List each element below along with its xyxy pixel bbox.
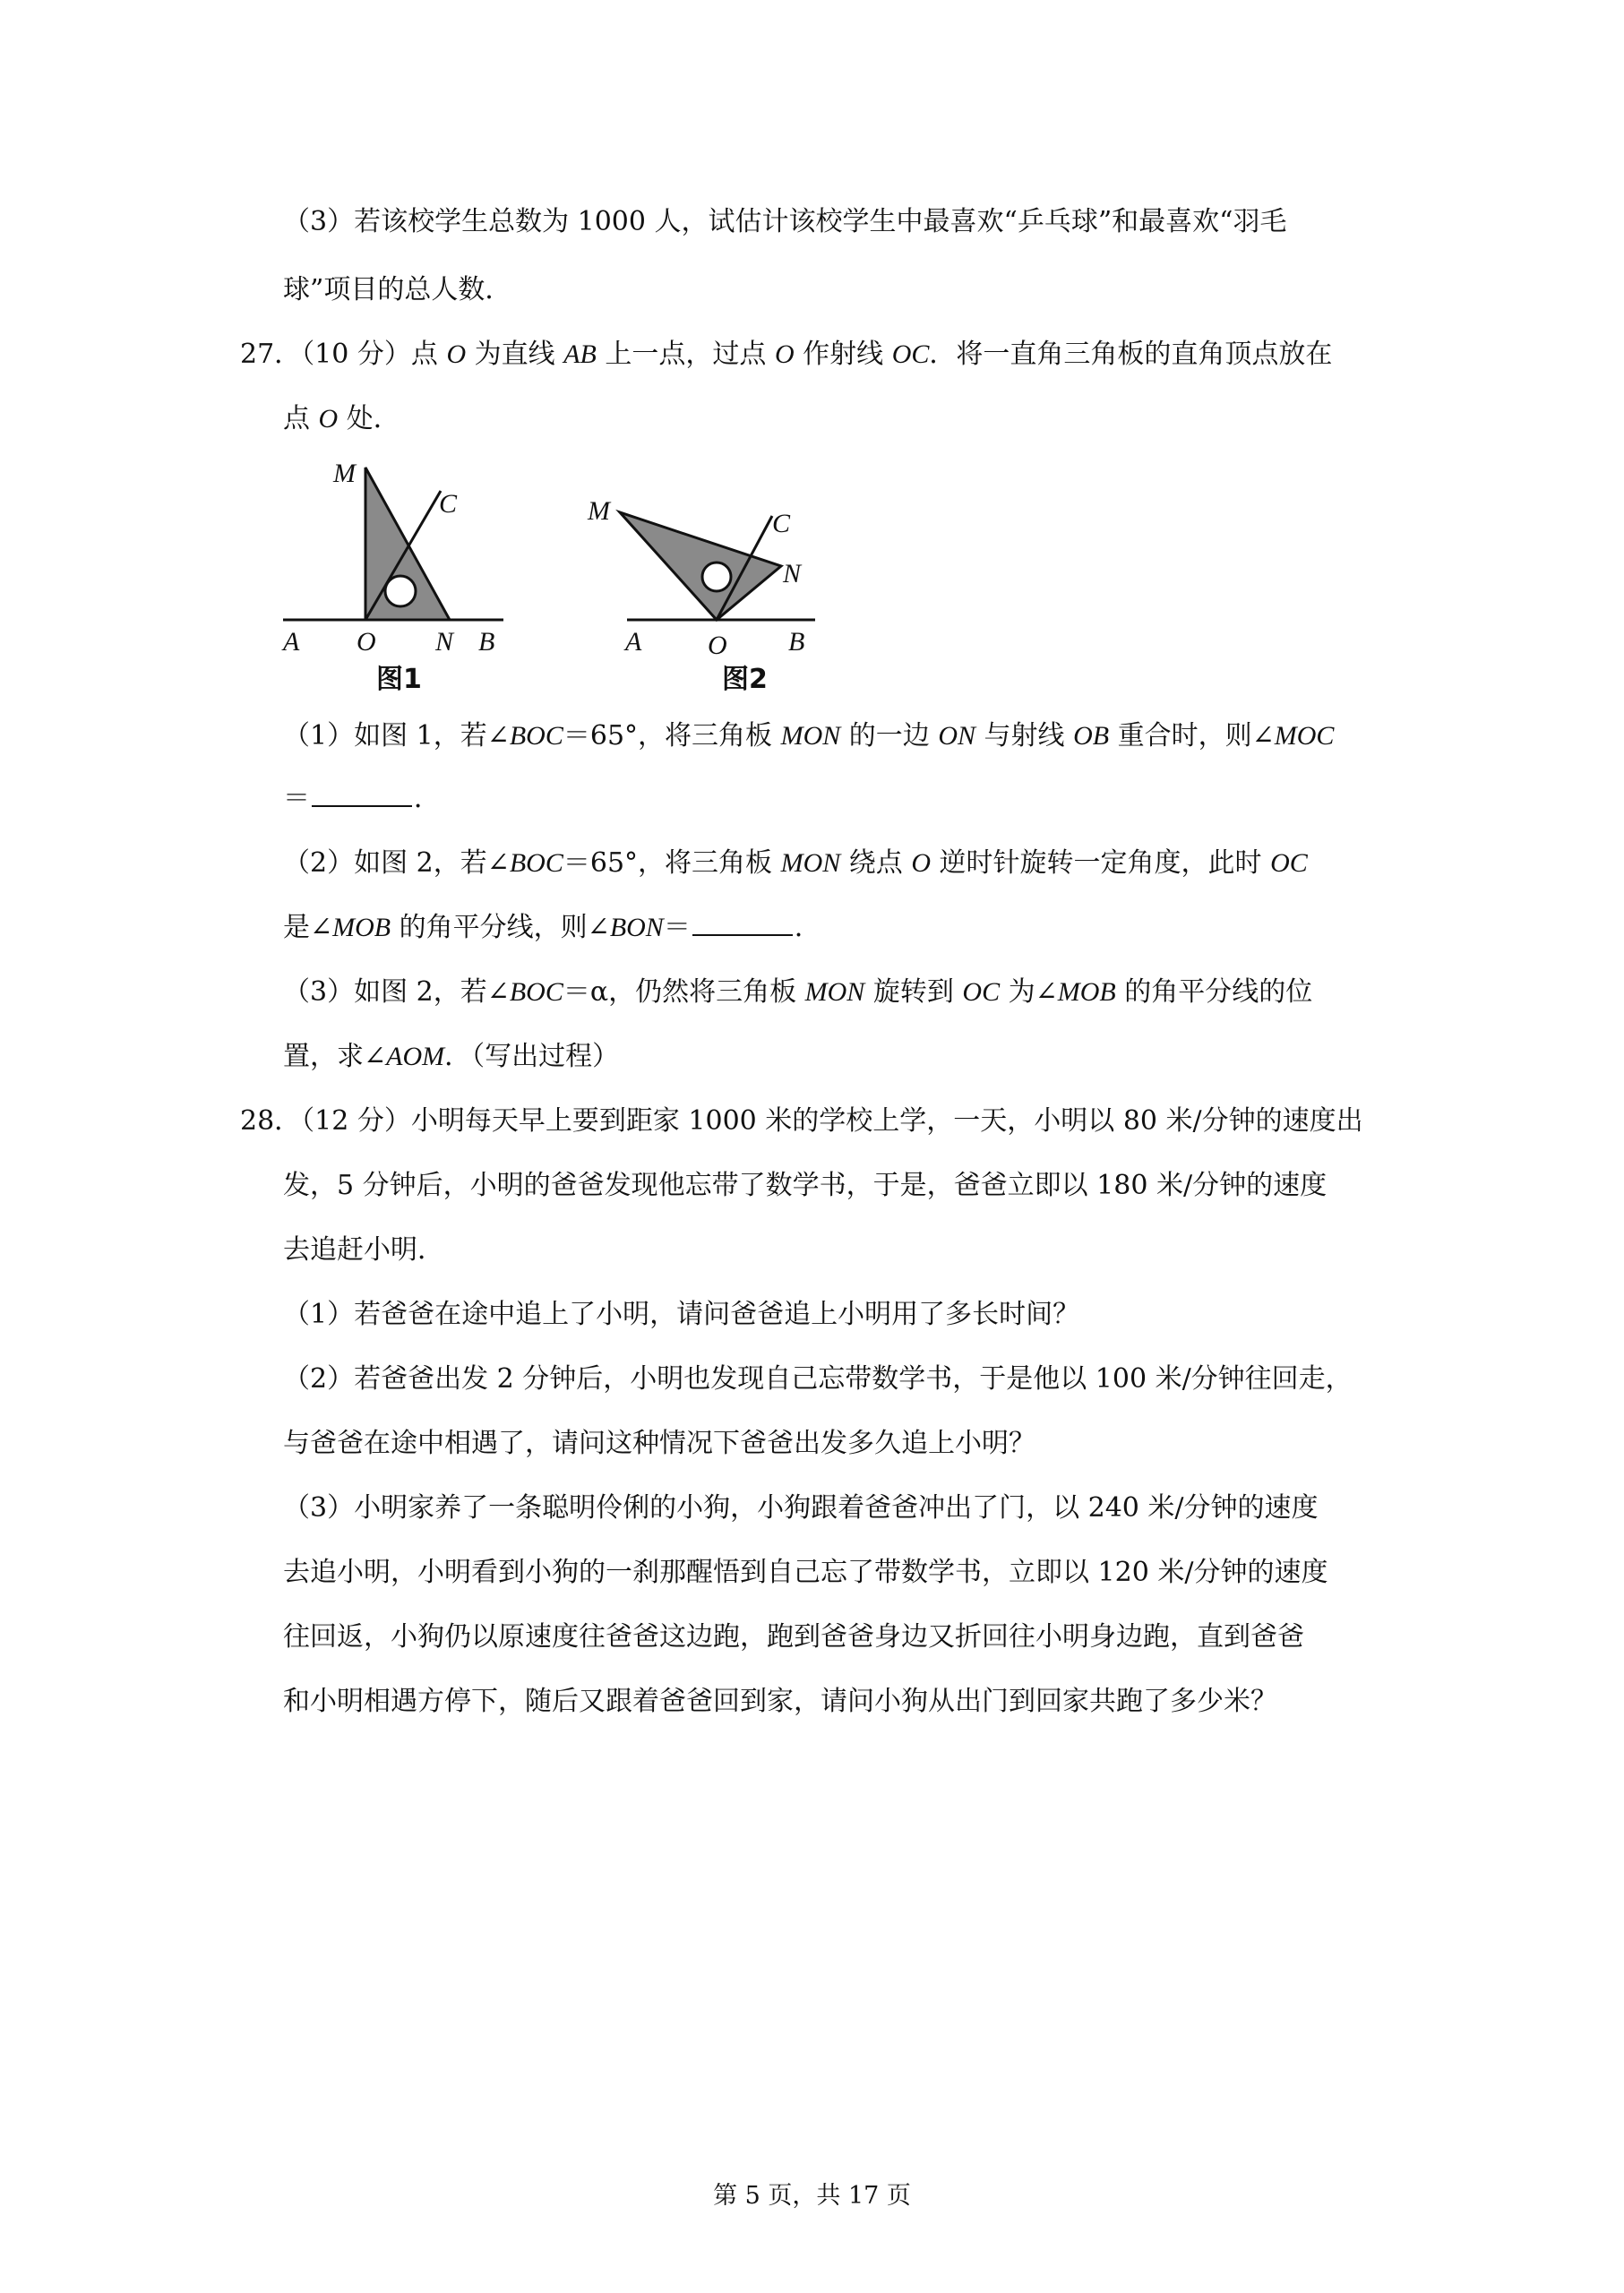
label-A-fig2: A bbox=[625, 627, 642, 657]
q28-line2: 发，5 分钟后，小明的爸爸发现他忘带了数学书，于是，爸爸立即以 180 米/分钟的速度 bbox=[283, 1170, 1328, 1201]
var-OB: OB bbox=[1073, 721, 1110, 751]
text: （1）如图 1，若∠ bbox=[283, 720, 510, 751]
text: 逆时针旋转一定角度，此时 bbox=[931, 847, 1271, 879]
var-ON: ON bbox=[938, 721, 976, 751]
text: 重合时，则∠ bbox=[1109, 720, 1275, 751]
var-BOC: BOC bbox=[509, 848, 563, 878]
text: ．（写出过程） bbox=[444, 1041, 620, 1072]
var-OC: OC bbox=[962, 977, 1001, 1007]
q27-part3-line1 bbox=[283, 975, 1312, 1010]
var-BOC: BOC bbox=[509, 721, 563, 751]
text: 的一边 bbox=[840, 720, 939, 751]
var-O: O bbox=[446, 339, 467, 369]
q28-part3-line4: 和小明相遇方停下，随后又跟着爸爸回到家，请问小狗从出门到回家共跑了多少米？ bbox=[283, 1686, 1277, 1717]
label-M-fig1: M bbox=[333, 459, 356, 488]
text: （2）如图 2，若∠ bbox=[283, 847, 510, 879]
q28-part2-line1: （2）若爸爸出发 2 分钟后，小明也发现自己忘带数学书，于是他以 100 米/分钟往回走， bbox=[283, 1363, 1353, 1395]
text: 与射线 bbox=[975, 720, 1074, 751]
label-C-fig2: C bbox=[772, 509, 791, 538]
q27-part3-line2 bbox=[283, 1039, 619, 1075]
q27-score: （10 分） bbox=[301, 339, 411, 370]
label-A-fig1: A bbox=[283, 627, 300, 657]
var-O: O bbox=[774, 339, 795, 369]
var-MON: MON bbox=[780, 848, 841, 878]
var-MON: MON bbox=[780, 721, 841, 751]
text: 旋转到 bbox=[864, 976, 963, 1008]
q28-part1: （1）若爸爸在途中追上了小明，请问爸爸追上小明用了多长时间？ bbox=[283, 1299, 1080, 1330]
page-footer: 第 5 页，共 17 页 bbox=[713, 2182, 911, 2210]
label-N-fig1: N bbox=[435, 627, 454, 657]
text: ＝65°，将三角板 bbox=[563, 847, 781, 879]
label-O-fig1: O bbox=[357, 627, 376, 657]
label-C-fig1: C bbox=[439, 489, 458, 519]
q28-part3-line1: （3）小明家养了一条聪明伶俐的小狗，小狗跟着爸爸冲出了门，以 240 米/分钟的速度 bbox=[283, 1492, 1319, 1524]
label-N-fig2: N bbox=[783, 559, 802, 588]
var-MON: MON bbox=[804, 977, 865, 1007]
q27-part2-line2 bbox=[283, 910, 821, 946]
q27-number: 27． bbox=[240, 339, 302, 370]
text: 置，求∠ bbox=[283, 1041, 387, 1072]
q27-part1-line1 bbox=[283, 718, 1334, 754]
q28-part2-line2: 与爸爸在途中相遇了，请问这种情况下爸爸出发多久追上小明？ bbox=[283, 1428, 1035, 1459]
var-MOB: MOB bbox=[1057, 977, 1116, 1007]
text: 绕点 bbox=[840, 847, 912, 879]
text: ＝ bbox=[663, 912, 691, 943]
q28-line3: 去追赶小明． bbox=[283, 1234, 444, 1266]
triangle-board-fig2 bbox=[620, 512, 781, 620]
figure-2 bbox=[587, 496, 815, 695]
text: 的角平分线，则∠ bbox=[391, 912, 610, 943]
text: 为∠ bbox=[1000, 976, 1058, 1008]
text: 点 bbox=[283, 403, 319, 434]
var-OC: OC bbox=[891, 339, 930, 369]
q28-part3-line3: 往回返，小狗仍以原速度往爸爸这边跑，跑到爸爸身边又折回往小明身边跑，直到爸爸 bbox=[283, 1621, 1304, 1653]
q27-part1-line2 bbox=[283, 781, 441, 817]
figure-1 bbox=[281, 459, 503, 695]
text: 处． bbox=[338, 403, 400, 434]
label-B-fig2: B bbox=[788, 627, 805, 657]
text: 作射线 bbox=[794, 339, 892, 370]
text: 上一点，过点 bbox=[596, 339, 775, 370]
answer-blank-1[interactable] bbox=[312, 782, 412, 807]
text: ＝ bbox=[283, 783, 310, 814]
var-AOM: AOM bbox=[386, 1042, 445, 1071]
label-M-fig2: M bbox=[588, 496, 610, 526]
text: ＝65°，将三角板 bbox=[563, 720, 781, 751]
q26-part3-line1: （3）若该校学生总数为 1000 人，试估计该校学生中最喜欢“乒乓球”和最喜欢“羽毛 bbox=[283, 206, 1287, 237]
q26-part3-line2: 球”项目的总人数． bbox=[283, 274, 512, 305]
text: 点 bbox=[410, 339, 447, 370]
label-O-fig2: O bbox=[708, 631, 727, 660]
answer-blank-2[interactable] bbox=[692, 911, 793, 936]
var-BOC: BOC bbox=[509, 977, 563, 1007]
text: ＝α，仍然将三角板 bbox=[563, 976, 805, 1008]
var-O: O bbox=[911, 848, 931, 878]
q28-part3-line2: 去追小明，小明看到小狗的一刹那醒悟到自己忘了带数学书，立即以 120 米/分钟的速度 bbox=[283, 1557, 1328, 1588]
caption-fig1: 图1 bbox=[376, 664, 422, 695]
text: 的角平分线的位 bbox=[1115, 976, 1313, 1008]
caption-fig2: 图2 bbox=[722, 664, 768, 695]
text: ． bbox=[794, 912, 821, 943]
text: ．将一直角三角板的直角顶点放在 bbox=[929, 339, 1333, 370]
text: ． bbox=[414, 783, 441, 814]
text: 为直线 bbox=[466, 339, 564, 370]
var-MOC: MOC bbox=[1274, 721, 1335, 751]
text: （3）如图 2，若∠ bbox=[283, 976, 510, 1008]
var-OC: OC bbox=[1270, 848, 1308, 878]
label-B-fig1: B bbox=[478, 627, 495, 657]
var-AB: AB bbox=[563, 339, 597, 369]
var-O: O bbox=[318, 404, 339, 434]
q27-part2-line1 bbox=[283, 846, 1308, 881]
q28-line1: 28．（12 分）小明每天早上要到距家 1000 米的学校上学，一天，小明以 80 米/分钟的速度出 bbox=[240, 1105, 1363, 1137]
var-BON: BON bbox=[609, 913, 664, 942]
text: 是∠ bbox=[283, 912, 333, 943]
var-MOB: MOB bbox=[332, 913, 391, 942]
